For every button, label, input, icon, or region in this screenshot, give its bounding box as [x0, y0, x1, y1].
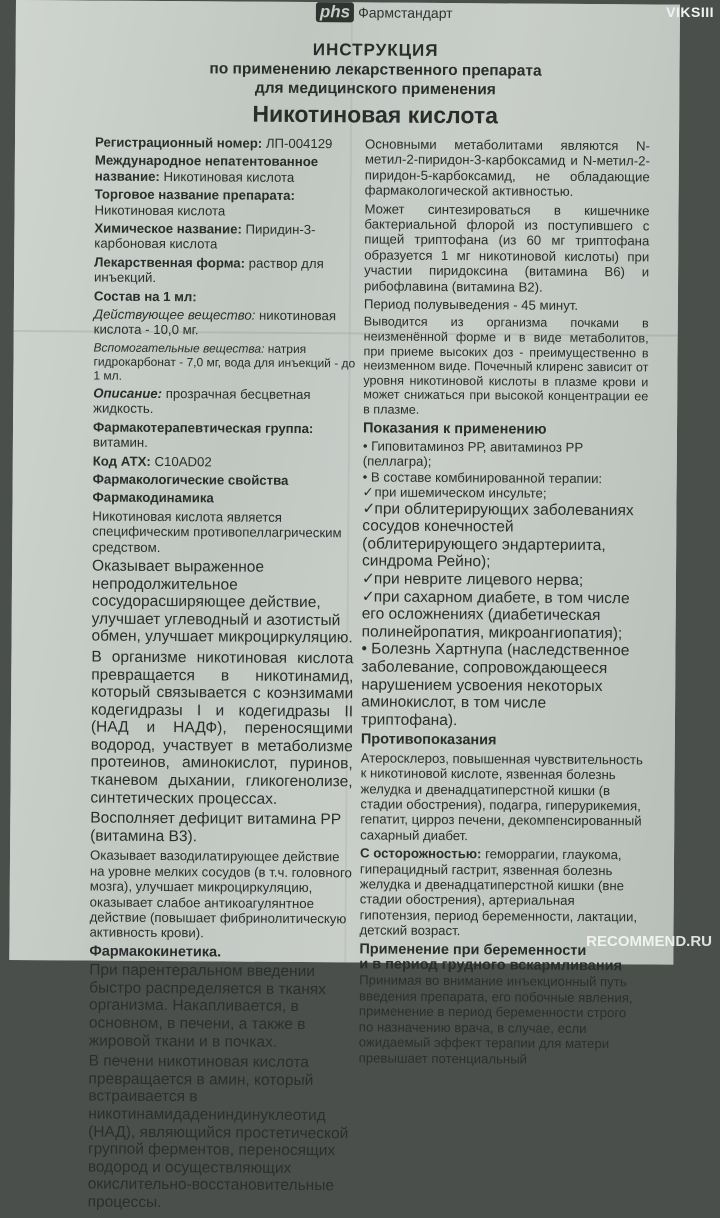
- pd-paragraph: Никотиновая кислота является специфическим противопеллагрическим средством.: [92, 508, 342, 555]
- pregnancy-heading: Применение при беременности и в период грудного вскармливания: [359, 941, 623, 975]
- pd-paragraph: Восполняет дефицит витамина РР (витамина В3).: [90, 809, 342, 846]
- watermark: RECOMMEND.RU: [586, 933, 712, 950]
- pharm-group: Фармакотерапевтическая группа: витамин.: [92, 419, 314, 451]
- props-heading: Фармакологические свойства: [92, 471, 289, 488]
- dosage-form: Лекарственная форма: раствор для инъекций.: [94, 254, 324, 286]
- pd-paragraph: Оказывает вазодилатирующее действие на уровне мелких сосудов (в т.ч. головного мозга), улучшает микроциркуляцию, оказывает слабое антикоагулянтное действие (повышает фибринолитическую активность крови).: [89, 847, 352, 941]
- watermark: VIKSIII: [666, 4, 714, 20]
- caution-text: С осторожностью: геморрагии, глаукома, гиперацидный гастрит, язвенная болезнь желудка и двенадцатиперстной кишки (вне стадии обострения), артериальная гипотензия, период беременности, лактации, детский возраст.: [359, 845, 638, 939]
- page-title: Никотиновая кислота: [252, 100, 499, 129]
- document-header: [155, 39, 596, 130]
- composition-heading: Состав на 1 мл:: [93, 288, 197, 304]
- excipients: Вспомогательные вещества: натрия гидрокарбонат - 7,0 мг, вода для инъекций - до 1 мл.: [93, 340, 356, 383]
- left-large-text: [88, 962, 352, 1213]
- list-item: • В составе комбинированной терапии:: [362, 469, 603, 486]
- right-column: [359, 136, 650, 1070]
- contraindications-heading: Противопоказания: [360, 731, 497, 749]
- header-line3: для медицинского применения: [254, 79, 496, 99]
- chemical-name: Химическое название: Пиридин-3-карбоновая кислота: [94, 220, 316, 252]
- check-icon: ✓: [361, 570, 376, 588]
- excretion-paragraph: Выводится из организма почками в неизменённой форме и в виде метаболитов, при приеме высоких доз - преимущественно в неизменном виде. Почечный клиренс зависит от уровня никотиновой кислоты в плазме крови и может снижаться при высокой концентрации ее в плазме.: [363, 314, 649, 417]
- synthesis-paragraph: Может синтезироваться в кишечнике бактериальной флорой из поступившего с пищей триптофана (из 60 мг триптофана образуется 1 мг никотиновой кислоты) при участии пиридоксина (витамина В6) и рибофлавина (витамина В2).: [363, 201, 650, 295]
- half-life: Период полувыведения - 45 минут.: [363, 296, 579, 313]
- check-icon: ✓: [362, 500, 376, 518]
- manufacturer-logo: [316, 2, 453, 23]
- pk-paragraph: В печени никотиновая кислота превращается в амин, который встраивается в никотинамидадениндинуклеотид (НАД), являющийся простетической группой ферментов, переносящих водород и осуществляющих окислительно-восстановительные процессы.: [87, 1052, 349, 1212]
- list-item: • Гиповитаминоз РР, авитаминоз РР (пеллагра);: [362, 438, 584, 470]
- pk-paragraph: При парентеральном введении быстро распределяется в тканях организма. Накапливается, в основном, в печени, а также в жировой ткани и в почках.: [88, 961, 327, 1051]
- list-item: ✓при неврите лицевого нерва;: [361, 570, 584, 590]
- left-large-text: [90, 557, 354, 846]
- trade-name: Торговое название препарата: Никотиновая кислота: [94, 186, 295, 219]
- check-icon: ✓: [361, 588, 375, 606]
- pk-heading: Фармакокинетика.: [89, 943, 222, 961]
- metabolites-paragraph: Основными метаболитами являются N-метил-2-пиридон-3-карбоксамид и N-метил-2-пиридон-5-карбоксамид, не обладающие фармакологической активностью.: [364, 136, 651, 200]
- check-icon: ✓: [362, 484, 374, 500]
- left-column: [88, 135, 358, 1216]
- indications-heading: Показания к применению: [362, 420, 547, 438]
- list-item: • Болезнь Хартнупа (наследственное заболевание, сопровождающееся нарушением усвоения некоторых аминокислот, в том числе триптофана).: [360, 640, 630, 729]
- inn: Международное непатентованное название: Никотиновая кислота: [94, 152, 319, 185]
- list-item: ✓при ишемическом инсульте;: [362, 484, 547, 501]
- atc-code: Код АТХ: C10AD02: [92, 453, 212, 469]
- pd-paragraph: Оказывает выраженное непродолжительное сосудорасширяющее действие, улучшает углеводный и азотистый обмен, улучшает микроциркуляцию.: [91, 557, 353, 647]
- instruction-leaflet: [9, 0, 680, 1212]
- pregnancy-text: Принимая во внимание инъекционный путь введения препарата, его побочные явления, применение в период беременности строго по назначению врача, в случае, если ожидаемый эффект терапии для матери превышает потенциальный: [358, 972, 633, 1067]
- pd-paragraph: В организме никотиновая кислота превращается в никотинамид, который связывается с коэнзимами кодегидразы I и кодегидразы II (НАД и НАДФ), переносящими водород, участвует в метаболизме протеинов, аминокислот, пуринов, тканевом дыхании, гликогенолизе, синтетических процессах.: [90, 648, 354, 808]
- pd-heading: Фармакодинамика: [92, 489, 214, 506]
- description: Описание: прозрачная бесцветная жидкость.: [93, 385, 311, 417]
- right-large-text: [361, 500, 648, 731]
- header-line2: по применению лекарственного препарата: [209, 60, 542, 80]
- logo-text: Фармстандарт: [358, 4, 453, 22]
- indications-list: [361, 438, 648, 730]
- logo-mark: phs: [316, 2, 354, 22]
- contraindications-text: Атеросклероз, повышенная чувствительность к никотиновой кислоте, язвенная болезнь желудка и двенадцатиперстной кишки (в стадии обострения), подагра, гиперурикемия, гепатит, цирроз печени, декомпенсированный сахарный диабет.: [360, 750, 643, 843]
- list-item: ✓при облитерирующих заболеваниях сосудов конечностей (облитерирующего эндартериита, синдрома Рейно);: [362, 500, 634, 571]
- reg-number: Регистрационный номер: ЛП-004129: [94, 134, 333, 152]
- header-line1: ИНСТРУКЦИЯ: [312, 40, 439, 60]
- list-item: ✓при сахарном диабете, в том числе его осложнениях (диабетическая полинейропатия, микроангиопатия);: [361, 588, 630, 643]
- active-substance: Действующее вещество: никотиновая кислота - 10,0 мг.: [93, 306, 337, 338]
